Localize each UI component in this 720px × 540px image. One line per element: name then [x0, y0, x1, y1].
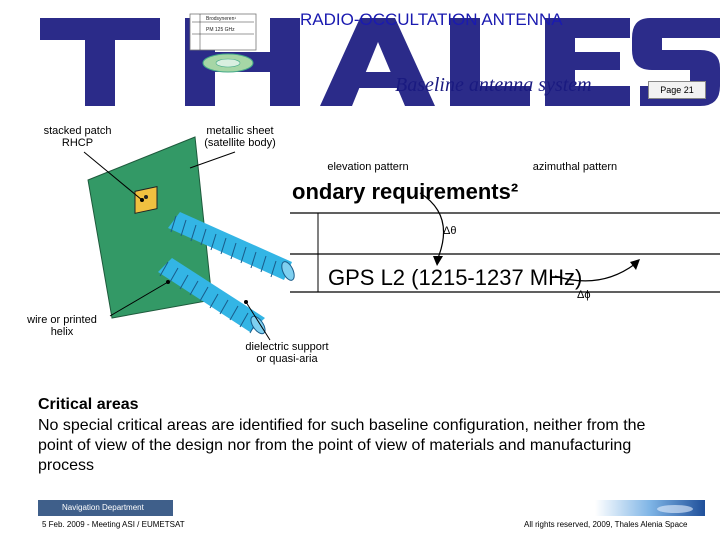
- footer-rights: All rights reserved, 2009, Thales Alenia Space: [524, 520, 688, 529]
- footer-department: Navigation Department: [62, 503, 144, 512]
- critical-areas-body: No special critical areas are identified for such baseline configuration, neither from the point of view of the design nor from the point of view of materials and manufacturing process: [38, 417, 646, 474]
- page-number: Page 21: [648, 81, 706, 99]
- inset-line-2: PM 125 GHz: [206, 27, 235, 33]
- stacked-patch: [135, 187, 157, 214]
- critical-areas-heading: Critical areas: [38, 396, 139, 413]
- footer-date: 5 Feb. 2009 - Meeting ASI / EUMETSAT: [42, 520, 185, 529]
- delta-phi-label: Δϕ: [577, 289, 591, 301]
- label-stacked-patch: stacked patch RHCP: [43, 125, 112, 149]
- earth-banner-icon: [595, 500, 705, 516]
- requirements-overlay: [290, 172, 720, 292]
- slide-title: RADIO-OCCULTATION ANTENNA: [300, 10, 563, 29]
- slide-subtitle: Baseline antenna system: [395, 74, 592, 96]
- label-metallic-sheet: metallic sheet (satellite body): [204, 125, 276, 149]
- inset-line-1: Brodsyneren¹: [206, 16, 237, 22]
- overlay-requirements-text: ondary requirements²: [292, 179, 519, 204]
- label-elevation-pattern: elevation pattern: [327, 161, 409, 173]
- overlay-gps-text: GPS L2 (1215-1237 MHz): [328, 265, 583, 290]
- antenna-diagram: [0, 110, 720, 380]
- delta-theta-label: Δθ: [443, 225, 457, 237]
- label-wire-helix: wire or printed helix: [27, 314, 97, 338]
- label-azimuthal-pattern: azimuthal pattern: [532, 161, 618, 173]
- label-dielectric-support: dielectric support or quasi-aria: [245, 341, 329, 365]
